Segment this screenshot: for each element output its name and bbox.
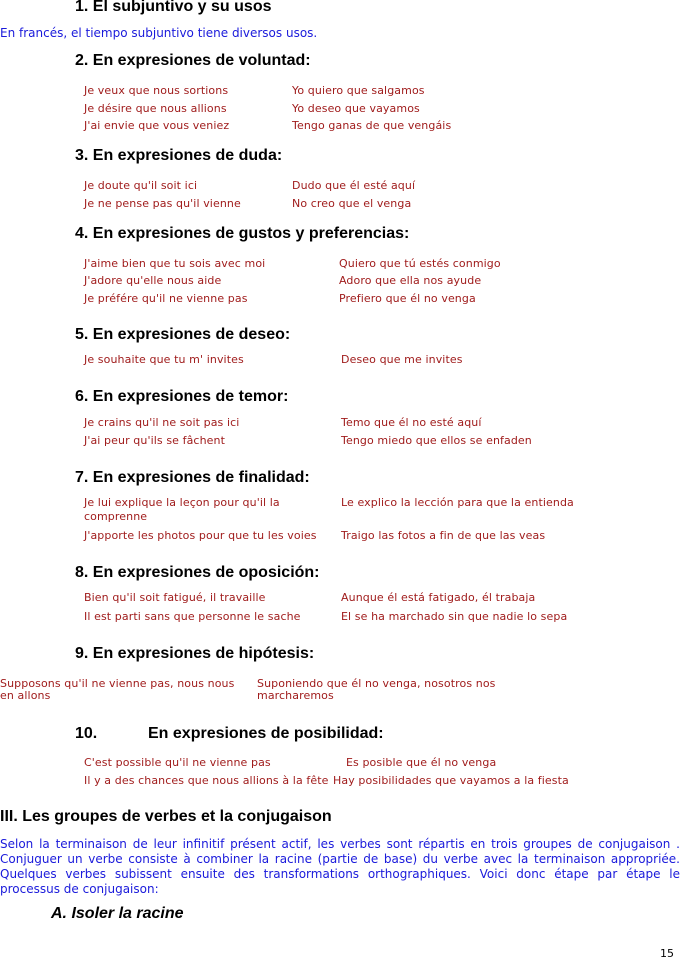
spanish-translation: Yo deseo que vayamos bbox=[292, 102, 420, 115]
french-example: Je doute qu'il soit ici bbox=[84, 179, 198, 192]
spanish-translation: Traigo las fotos a fin de que las veas bbox=[341, 529, 546, 542]
french-example: Je lui explique la leçon pour qu'il la comprenne bbox=[84, 496, 280, 523]
section-heading: 6. En expresiones de temor: bbox=[75, 388, 289, 405]
spanish-translation: Yo quiero que salgamos bbox=[292, 84, 425, 97]
french-example: J'ai peur qu'ils se fâchent bbox=[84, 434, 226, 447]
french-example: Je veux que nous sortions bbox=[84, 84, 229, 97]
spanish-translation: Adoro que ella nos ayude bbox=[339, 274, 482, 287]
section-heading: 7. En expresiones de finalidad: bbox=[75, 469, 310, 486]
french-example: Je préfére qu'il ne vienne pas bbox=[84, 292, 248, 305]
spanish-translation: Aunque él está fatigado, él trabaja bbox=[341, 591, 536, 604]
spanish-translation: Hay posibilidades que vayamos a la fiesta bbox=[333, 774, 569, 787]
french-example: Je ne pense pas qu'il vienne bbox=[84, 197, 241, 210]
spanish-translation: Deseo que me invites bbox=[341, 353, 463, 366]
spanish-translation: Quiero que tú estés conmigo bbox=[339, 257, 501, 270]
section-heading: En expresiones de posibilidad: bbox=[148, 725, 384, 742]
french-example: Supposons qu'il ne vienne pas, nous nous en allons bbox=[0, 677, 235, 702]
french-example: C'est possible qu'il ne vienne pas bbox=[84, 756, 271, 769]
section-heading: 8. En expresiones de oposición: bbox=[75, 564, 320, 581]
french-example: Je désire que nous allions bbox=[84, 102, 227, 115]
spanish-translation: No creo que el venga bbox=[292, 197, 412, 210]
french-example: J'apporte les photos pour que tu les voies bbox=[84, 529, 317, 542]
body-paragraph: Selon la terminaison de leur infinitif présent actif, les verbes sont répartis en trois groupes de conjugaison . Conjuguer un verbe consiste à combiner la racine (partie de base) du verbe avec la terminaison appropriée. Quelques verbes subissent ensuite des transformations orthographiques. Voici donc étape par étape le processus de conjugaison: bbox=[0, 837, 680, 896]
spanish-translation: Prefiero que él no venga bbox=[339, 292, 476, 305]
spanish-translation: Temo que él no esté aquí bbox=[341, 416, 482, 429]
spanish-translation: Suponiendo que él no venga, nosotros nos marcharemos bbox=[257, 677, 496, 702]
spanish-translation: Es posible que él no venga bbox=[346, 756, 497, 769]
spanish-translation: El se ha marchado sin que nadie lo sepa bbox=[341, 610, 568, 623]
french-example: J'aime bien que tu sois avec moi bbox=[84, 257, 266, 270]
section-heading: 9. En expresiones de hipótesis: bbox=[75, 645, 315, 662]
spanish-translation: Le explico la lección para que la entienda bbox=[341, 496, 574, 509]
section-heading: 4. En expresiones de gustos y preferencias: bbox=[75, 225, 410, 242]
french-example: Je crains qu'il ne soit pas ici bbox=[84, 416, 240, 429]
spanish-translation: Dudo que él esté aquí bbox=[292, 179, 416, 192]
spanish-translation: Tengo miedo que ellos se enfaden bbox=[341, 434, 532, 447]
french-example: Je souhaite que tu m' invites bbox=[84, 353, 244, 366]
section-heading: 5. En expresiones de deseo: bbox=[75, 326, 291, 343]
page-number: 15 bbox=[660, 947, 674, 960]
spanish-translation: Tengo ganas de que vengáis bbox=[292, 119, 452, 132]
french-example: Il y a des chances que nous allions à la fête bbox=[84, 774, 329, 787]
french-example: Il est parti sans que personne le sache bbox=[84, 610, 301, 623]
section-heading: 2. En expresiones de voluntad: bbox=[75, 52, 311, 69]
french-example: Bien qu'il soit fatigué, il travaille bbox=[84, 591, 266, 604]
french-example: J'adore qu'elle nous aide bbox=[84, 274, 222, 287]
section-heading-number: 10. bbox=[75, 725, 98, 742]
section-heading: 3. En expresiones de duda: bbox=[75, 147, 283, 164]
top-heading: 1. El subjuntivo y su usos bbox=[75, 0, 272, 15]
french-example: J'ai envie que vous veniez bbox=[84, 119, 230, 132]
subheading: A. Isoler la racine bbox=[51, 905, 184, 922]
part-heading: III. Les groupes de verbes et la conjugaison bbox=[0, 808, 332, 825]
intro-text: En francés, el tiempo subjuntivo tiene diversos usos. bbox=[0, 26, 318, 40]
